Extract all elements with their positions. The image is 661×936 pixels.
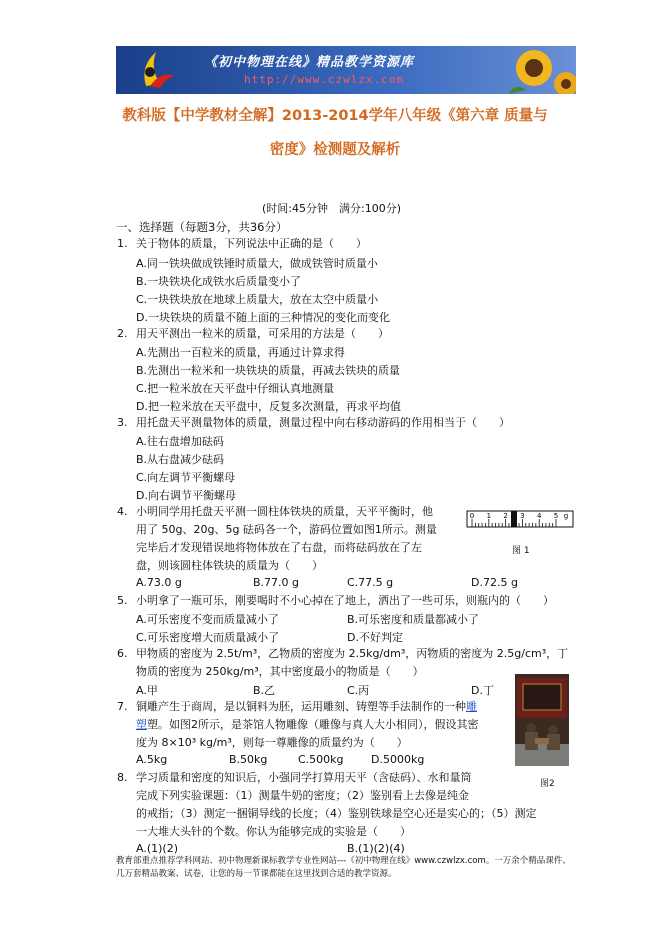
- question-number: 6.: [117, 647, 128, 660]
- question-stem: 小明拿了一瓶可乐，刚要喝时不小心掉在了地上，洒出了一些可乐，则瓶内的（ ）: [136, 594, 554, 607]
- option: A.往右盘增加砝码: [136, 435, 224, 448]
- sculpture-link[interactable]: 雕: [466, 700, 477, 713]
- question-number: 7.: [117, 700, 128, 713]
- question-number: 4.: [117, 505, 128, 518]
- section-heading: 一、选择题（每题3分，共36分）: [116, 220, 288, 234]
- question-number: 1.: [117, 237, 128, 250]
- option: C.丙: [347, 684, 370, 697]
- question-stem: 完成下列实验课题：（1）测量牛奶的密度；（2）鉴别看上去像是纯金: [136, 789, 469, 802]
- question-stem-text: 塑。如图2所示，是茶馆人物雕像（雕像与真人大小相同），假设其密: [147, 718, 479, 731]
- option: B.50kg: [229, 753, 268, 766]
- option: A.可乐密度不变而质量减小了: [136, 613, 279, 626]
- option: B.可乐密度和质量都减小了: [347, 613, 480, 626]
- option: D.5000kg: [371, 753, 425, 766]
- question-stem: 一大堆大头针的个数。你认为能够完成的实验是（ ）: [136, 825, 411, 838]
- option: D.把一粒米放在天平盘中，反复多次测量，再求平均值: [136, 400, 401, 413]
- question-stem: 学习质量和密度的知识后，小强同学打算用天平（含砝码）、水和量筒: [136, 771, 472, 784]
- question-number: 3.: [117, 416, 128, 429]
- question-stem: 盘，则该圆柱体铁块的质量为（ ）: [136, 559, 323, 572]
- question-stem: 完毕后才发现错误地将物体放在了右盘，而将砝码放在了左: [136, 541, 422, 554]
- option: A.5kg: [136, 753, 168, 766]
- option: B.从右盘减少砝码: [136, 453, 225, 466]
- question-stem: [136, 717, 479, 732]
- option: D.72.5 g: [471, 576, 518, 589]
- option: A.先测出一百粒米的质量，再通过计算求得: [136, 346, 345, 359]
- option: C.77.5 g: [347, 576, 394, 589]
- scale-tick-label: 0: [469, 512, 475, 520]
- question-stem: 小明同学用托盘天平测一圆柱体铁块的质量，天平平衡时，他: [136, 505, 433, 518]
- option: C.一块铁块放在地球上质量大，放在太空中质量小: [136, 293, 379, 306]
- question-stem: 甲物质的密度为 2.5t/m³，乙物质的密度为 2.5kg/dm³，丙物质的密度为 2.5g/cm³，丁: [136, 647, 569, 660]
- question-stem: [136, 699, 477, 714]
- rider-scale-figure: [466, 509, 576, 531]
- figure-2-label: 图2: [540, 779, 555, 789]
- document-title-line-1: 教科版【中学教材全解】2013-2014学年八年级《第六章 质量与: [122, 108, 548, 124]
- scale-tick-label: 5: [553, 512, 559, 520]
- option: A.同一铁块做成铁锤时质量大，做成铁管时质量小: [136, 257, 378, 270]
- scale-tick-label: g: [563, 512, 569, 520]
- scale-tick-label: 2: [503, 512, 508, 520]
- question-stem: 度为 8×10³ kg/m³，则每一尊雕像的质量约为（ ）: [136, 736, 408, 749]
- option: C.500kg: [298, 753, 344, 766]
- option: A.甲: [136, 684, 158, 697]
- site-banner: [116, 46, 576, 94]
- option: B.(1)(2)(4): [347, 842, 405, 855]
- question-number: 2.: [117, 327, 128, 340]
- exam-meta: (时间:45分钟 满分:100分): [262, 202, 401, 215]
- option: D.一块铁块的质量不随上面的三种情况的变化而变化: [136, 311, 390, 324]
- option: A.73.0 g: [136, 576, 182, 589]
- option: B.先测出一粒米和一块铁块的质量，再减去铁块的质量: [136, 364, 401, 377]
- scale-tick-label: 3: [520, 512, 525, 520]
- option: D.丁: [471, 684, 494, 697]
- question-stem: 关于物体的质量，下列说法中正确的是（ ）: [136, 237, 367, 250]
- question-stem: 用天平测出一粒米的质量，可采用的方法是（ ）: [136, 327, 389, 340]
- option: B.77.0 g: [253, 576, 300, 589]
- option: B.乙: [253, 684, 276, 697]
- statue-photo: [515, 674, 569, 766]
- option: C.把一粒米放在天平盘中仔细认真地测量: [136, 382, 335, 395]
- banner-url[interactable]: http://www.czwlzx.com: [244, 73, 405, 86]
- scale-tick-label: 1: [486, 512, 492, 520]
- figure-1-label: 图 1: [512, 546, 530, 556]
- question-stem: 用了 50g、20g、5g 砝码各一个，游码位置如图1所示。测量: [136, 523, 437, 536]
- option: B.一块铁块化成铁水后质量变小了: [136, 275, 302, 288]
- question-stem-text: 铜雕产生于商周，是以铜料为胚，运用雕刻、铸塑等手法制作的一种: [136, 700, 466, 713]
- option: C.可乐密度增大而质量减小了: [136, 631, 280, 644]
- question-number: 5.: [117, 594, 128, 607]
- option: C.向左调节平衡螺母: [136, 471, 236, 484]
- question-stem: 的戒指；（3）测定一捆铜导线的长度；（4）鉴别铁球是空心还是实心的；（5）测定: [136, 807, 537, 820]
- sculpture-link[interactable]: 塑: [136, 718, 147, 731]
- question-stem: 物质的密度为 250kg/m³，其中密度最小的物质是（ ）: [136, 665, 424, 678]
- scale-tick-label: 4: [536, 512, 542, 520]
- page-footer: 教育部重点推荐学科网站、初中物理新课标教学专业性网站---《初中物理在线》www.czwlzx.com。一万余个精品课件、几万套精品教案、试卷，让您的每一节课都能在这里找到合适的教学资源。: [116, 856, 571, 879]
- option: D.不好判定: [347, 631, 403, 644]
- document-title-line-2: 密度》检测题及解析: [269, 142, 401, 158]
- option: A.(1)(2): [136, 842, 178, 855]
- option: D.向右调节平衡螺母: [136, 489, 236, 502]
- banner-title: 《初中物理在线》精品教学资源库: [204, 55, 415, 70]
- question-stem: 用托盘天平测量物体的质量，测量过程中向右移动游码的作用相当于（ ）: [136, 416, 510, 429]
- rider-marker: [511, 511, 517, 527]
- question-number: 8.: [117, 771, 128, 784]
